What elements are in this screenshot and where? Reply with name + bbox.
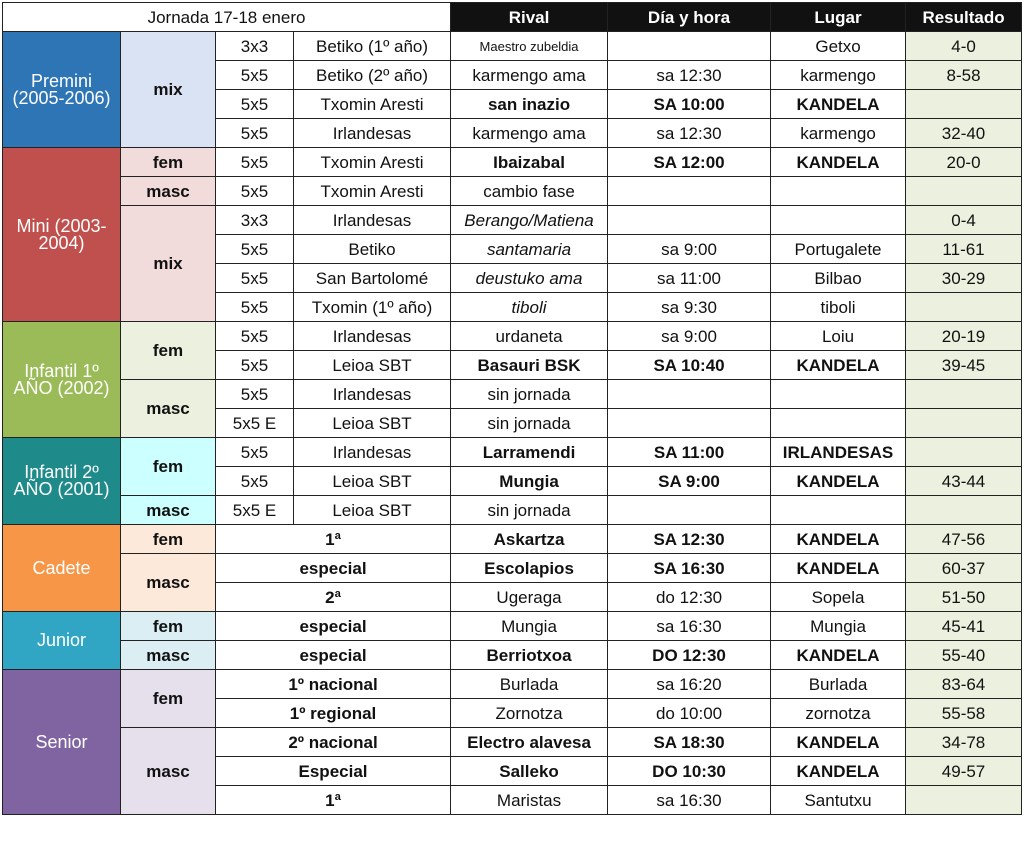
date-cell: sa 11:00 [608, 264, 771, 293]
result-cell: 55-58 [906, 699, 1022, 728]
category-cell: Mini (2003-2004) [3, 148, 121, 322]
date-cell: sa 12:30 [608, 61, 771, 90]
place-cell [771, 409, 906, 438]
team-cell: Betiko (2º año) [294, 61, 451, 90]
date-cell: SA 12:30 [608, 525, 771, 554]
date-cell: SA 18:30 [608, 728, 771, 757]
rival-cell: Berango/Matiena [451, 206, 608, 235]
format-cell: 5x5 [216, 264, 294, 293]
level-cell: 1ª [216, 525, 451, 554]
date-cell: do 12:30 [608, 583, 771, 612]
date-cell: DO 12:30 [608, 641, 771, 670]
rival-cell: san inazio [451, 90, 608, 119]
place-cell: Getxo [771, 32, 906, 61]
level-cell: 1º nacional [216, 670, 451, 699]
subcategory-cell: masc [121, 380, 216, 438]
category-cell: Junior [3, 612, 121, 670]
result-cell: 51-50 [906, 583, 1022, 612]
header-resultado: Resultado [906, 3, 1022, 32]
rival-cell: Salleko [451, 757, 608, 786]
date-cell [608, 206, 771, 235]
format-cell: 5x5 [216, 119, 294, 148]
table-row [3, 177, 1022, 206]
rival-cell: sin jornada [451, 409, 608, 438]
result-cell [906, 496, 1022, 525]
place-cell: Burlada [771, 670, 906, 699]
place-cell: KANDELA [771, 554, 906, 583]
result-cell [906, 90, 1022, 119]
format-cell: 5x5 [216, 61, 294, 90]
level-cell: 2º nacional [216, 728, 451, 757]
table-row [3, 612, 1022, 641]
team-cell: San Bartolomé [294, 264, 451, 293]
place-cell: Santutxu [771, 786, 906, 815]
format-cell: 5x5 [216, 438, 294, 467]
place-cell [771, 177, 906, 206]
subcategory-cell: fem [121, 322, 216, 380]
place-cell [771, 380, 906, 409]
result-cell: 20-19 [906, 322, 1022, 351]
rival-cell: Maestro zubeldia [451, 32, 608, 61]
subcategory-cell: masc [121, 496, 216, 525]
place-cell: KANDELA [771, 728, 906, 757]
rival-cell: Mungia [451, 467, 608, 496]
team-cell: Irlandesas [294, 322, 451, 351]
result-cell: 11-61 [906, 235, 1022, 264]
date-cell: sa 16:30 [608, 786, 771, 815]
date-cell: do 10:00 [608, 699, 771, 728]
table-row [3, 32, 1022, 61]
format-cell: 5x5 E [216, 496, 294, 525]
rival-cell: sin jornada [451, 380, 608, 409]
rival-cell: santamaria [451, 235, 608, 264]
rival-cell: Ugeraga [451, 583, 608, 612]
result-cell [906, 438, 1022, 467]
team-cell: Leioa SBT [294, 409, 451, 438]
result-cell: 47-56 [906, 525, 1022, 554]
place-cell: IRLANDESAS [771, 438, 906, 467]
table-row [3, 554, 1022, 583]
format-cell: 5x5 [216, 322, 294, 351]
header-row [3, 3, 1022, 32]
place-cell: Loiu [771, 322, 906, 351]
level-cell: especial [216, 612, 451, 641]
rival-cell: Maristas [451, 786, 608, 815]
category-cell: Senior [3, 670, 121, 815]
date-cell [608, 32, 771, 61]
result-cell [906, 380, 1022, 409]
rival-cell: Electro alavesa [451, 728, 608, 757]
result-cell: 43-44 [906, 467, 1022, 496]
place-cell: Bilbao [771, 264, 906, 293]
category-cell: Infantil 1º AÑO (2002) [3, 322, 121, 438]
rival-cell: Askartza [451, 525, 608, 554]
rival-cell: tiboli [451, 293, 608, 322]
place-cell [771, 206, 906, 235]
table-row [3, 148, 1022, 177]
category-cell: Cadete [3, 525, 121, 612]
date-cell [608, 496, 771, 525]
date-cell: sa 16:20 [608, 670, 771, 699]
level-cell: Especial [216, 757, 451, 786]
format-cell: 5x5 [216, 90, 294, 119]
result-cell [906, 177, 1022, 206]
rival-cell: Escolapios [451, 554, 608, 583]
category-cell: Infantil 2º AÑO (2001) [3, 438, 121, 525]
date-cell: sa 9:00 [608, 322, 771, 351]
place-cell: KANDELA [771, 90, 906, 119]
format-cell: 3x3 [216, 32, 294, 61]
table-row [3, 380, 1022, 409]
result-cell: 4-0 [906, 32, 1022, 61]
result-cell: 60-37 [906, 554, 1022, 583]
place-cell: KANDELA [771, 148, 906, 177]
team-cell: Txomin Aresti [294, 90, 451, 119]
subcategory-cell: fem [121, 670, 216, 728]
table-row [3, 641, 1022, 670]
schedule-table [2, 2, 1022, 815]
result-cell: 83-64 [906, 670, 1022, 699]
place-cell: Portugalete [771, 235, 906, 264]
place-cell: KANDELA [771, 467, 906, 496]
date-cell: SA 9:00 [608, 467, 771, 496]
result-cell: 20-0 [906, 148, 1022, 177]
result-cell: 55-40 [906, 641, 1022, 670]
subcategory-cell: masc [121, 641, 216, 670]
date-cell: SA 16:30 [608, 554, 771, 583]
place-cell: KANDELA [771, 351, 906, 380]
team-cell: Leioa SBT [294, 351, 451, 380]
subcategory-cell: fem [121, 612, 216, 641]
date-cell: SA 10:00 [608, 90, 771, 119]
header-rival: Rival [451, 3, 608, 32]
subcategory-cell: fem [121, 525, 216, 554]
place-cell: zornotza [771, 699, 906, 728]
format-cell: 5x5 [216, 351, 294, 380]
table-row [3, 322, 1022, 351]
subcategory-cell: fem [121, 148, 216, 177]
result-cell [906, 409, 1022, 438]
date-cell [608, 380, 771, 409]
date-cell: SA 11:00 [608, 438, 771, 467]
result-cell: 0-4 [906, 206, 1022, 235]
result-cell: 30-29 [906, 264, 1022, 293]
result-cell: 49-57 [906, 757, 1022, 786]
level-cell: 2ª [216, 583, 451, 612]
level-cell: especial [216, 641, 451, 670]
format-cell: 3x3 [216, 206, 294, 235]
level-cell: 1ª [216, 786, 451, 815]
format-cell: 5x5 [216, 235, 294, 264]
place-cell [771, 496, 906, 525]
subcategory-cell: fem [121, 438, 216, 496]
place-cell: KANDELA [771, 525, 906, 554]
team-cell: Txomin Aresti [294, 177, 451, 206]
team-cell: Betiko [294, 235, 451, 264]
result-cell: 32-40 [906, 119, 1022, 148]
subcategory-cell: masc [121, 554, 216, 612]
table-row [3, 670, 1022, 699]
place-cell: KANDELA [771, 641, 906, 670]
jornada-title: Jornada 17-18 enero [3, 3, 451, 32]
table-row [3, 206, 1022, 235]
team-cell: Betiko (1º año) [294, 32, 451, 61]
team-cell: Leioa SBT [294, 467, 451, 496]
schedule-body [3, 32, 1022, 815]
result-cell: 39-45 [906, 351, 1022, 380]
rival-cell: deustuko ama [451, 264, 608, 293]
date-cell [608, 409, 771, 438]
table-row [3, 438, 1022, 467]
date-cell [608, 177, 771, 206]
team-cell: Leioa SBT [294, 496, 451, 525]
team-cell: Irlandesas [294, 438, 451, 467]
result-cell: 8-58 [906, 61, 1022, 90]
team-cell: Irlandesas [294, 119, 451, 148]
team-cell: Irlandesas [294, 206, 451, 235]
rival-cell: Ibaizabal [451, 148, 608, 177]
subcategory-cell: masc [121, 177, 216, 206]
rival-cell: urdaneta [451, 322, 608, 351]
date-cell: DO 10:30 [608, 757, 771, 786]
place-cell: tiboli [771, 293, 906, 322]
place-cell: karmengo [771, 119, 906, 148]
place-cell: Mungia [771, 612, 906, 641]
format-cell: 5x5 [216, 177, 294, 206]
table-row [3, 496, 1022, 525]
place-cell: karmengo [771, 61, 906, 90]
rival-cell: Zornotza [451, 699, 608, 728]
date-cell: SA 12:00 [608, 148, 771, 177]
header-lugar: Lugar [771, 3, 906, 32]
result-cell: 34-78 [906, 728, 1022, 757]
result-cell [906, 293, 1022, 322]
level-cell: 1º regional [216, 699, 451, 728]
rival-cell: sin jornada [451, 496, 608, 525]
rival-cell: cambio fase [451, 177, 608, 206]
rival-cell: karmengo ama [451, 119, 608, 148]
rival-cell: Mungia [451, 612, 608, 641]
result-cell: 45-41 [906, 612, 1022, 641]
team-cell: Txomin (1º año) [294, 293, 451, 322]
format-cell: 5x5 E [216, 409, 294, 438]
place-cell: Sopela [771, 583, 906, 612]
level-cell: especial [216, 554, 451, 583]
rival-cell: Burlada [451, 670, 608, 699]
category-cell: Premini (2005-2006) [3, 32, 121, 148]
date-cell: sa 12:30 [608, 119, 771, 148]
format-cell: 5x5 [216, 380, 294, 409]
format-cell: 5x5 [216, 467, 294, 496]
date-cell: sa 9:30 [608, 293, 771, 322]
subcategory-cell: mix [121, 206, 216, 322]
table-row [3, 728, 1022, 757]
team-cell: Txomin Aresti [294, 148, 451, 177]
table-row [3, 525, 1022, 554]
rival-cell: Larramendi [451, 438, 608, 467]
date-cell: SA 10:40 [608, 351, 771, 380]
subcategory-cell: masc [121, 728, 216, 815]
date-cell: sa 9:00 [608, 235, 771, 264]
rival-cell: karmengo ama [451, 61, 608, 90]
team-cell: Irlandesas [294, 380, 451, 409]
date-cell: sa 16:30 [608, 612, 771, 641]
rival-cell: Basauri BSK [451, 351, 608, 380]
format-cell: 5x5 [216, 148, 294, 177]
place-cell: KANDELA [771, 757, 906, 786]
subcategory-cell: mix [121, 32, 216, 148]
header-fecha: Día y hora [608, 3, 771, 32]
rival-cell: Berriotxoa [451, 641, 608, 670]
format-cell: 5x5 [216, 293, 294, 322]
result-cell [906, 786, 1022, 815]
